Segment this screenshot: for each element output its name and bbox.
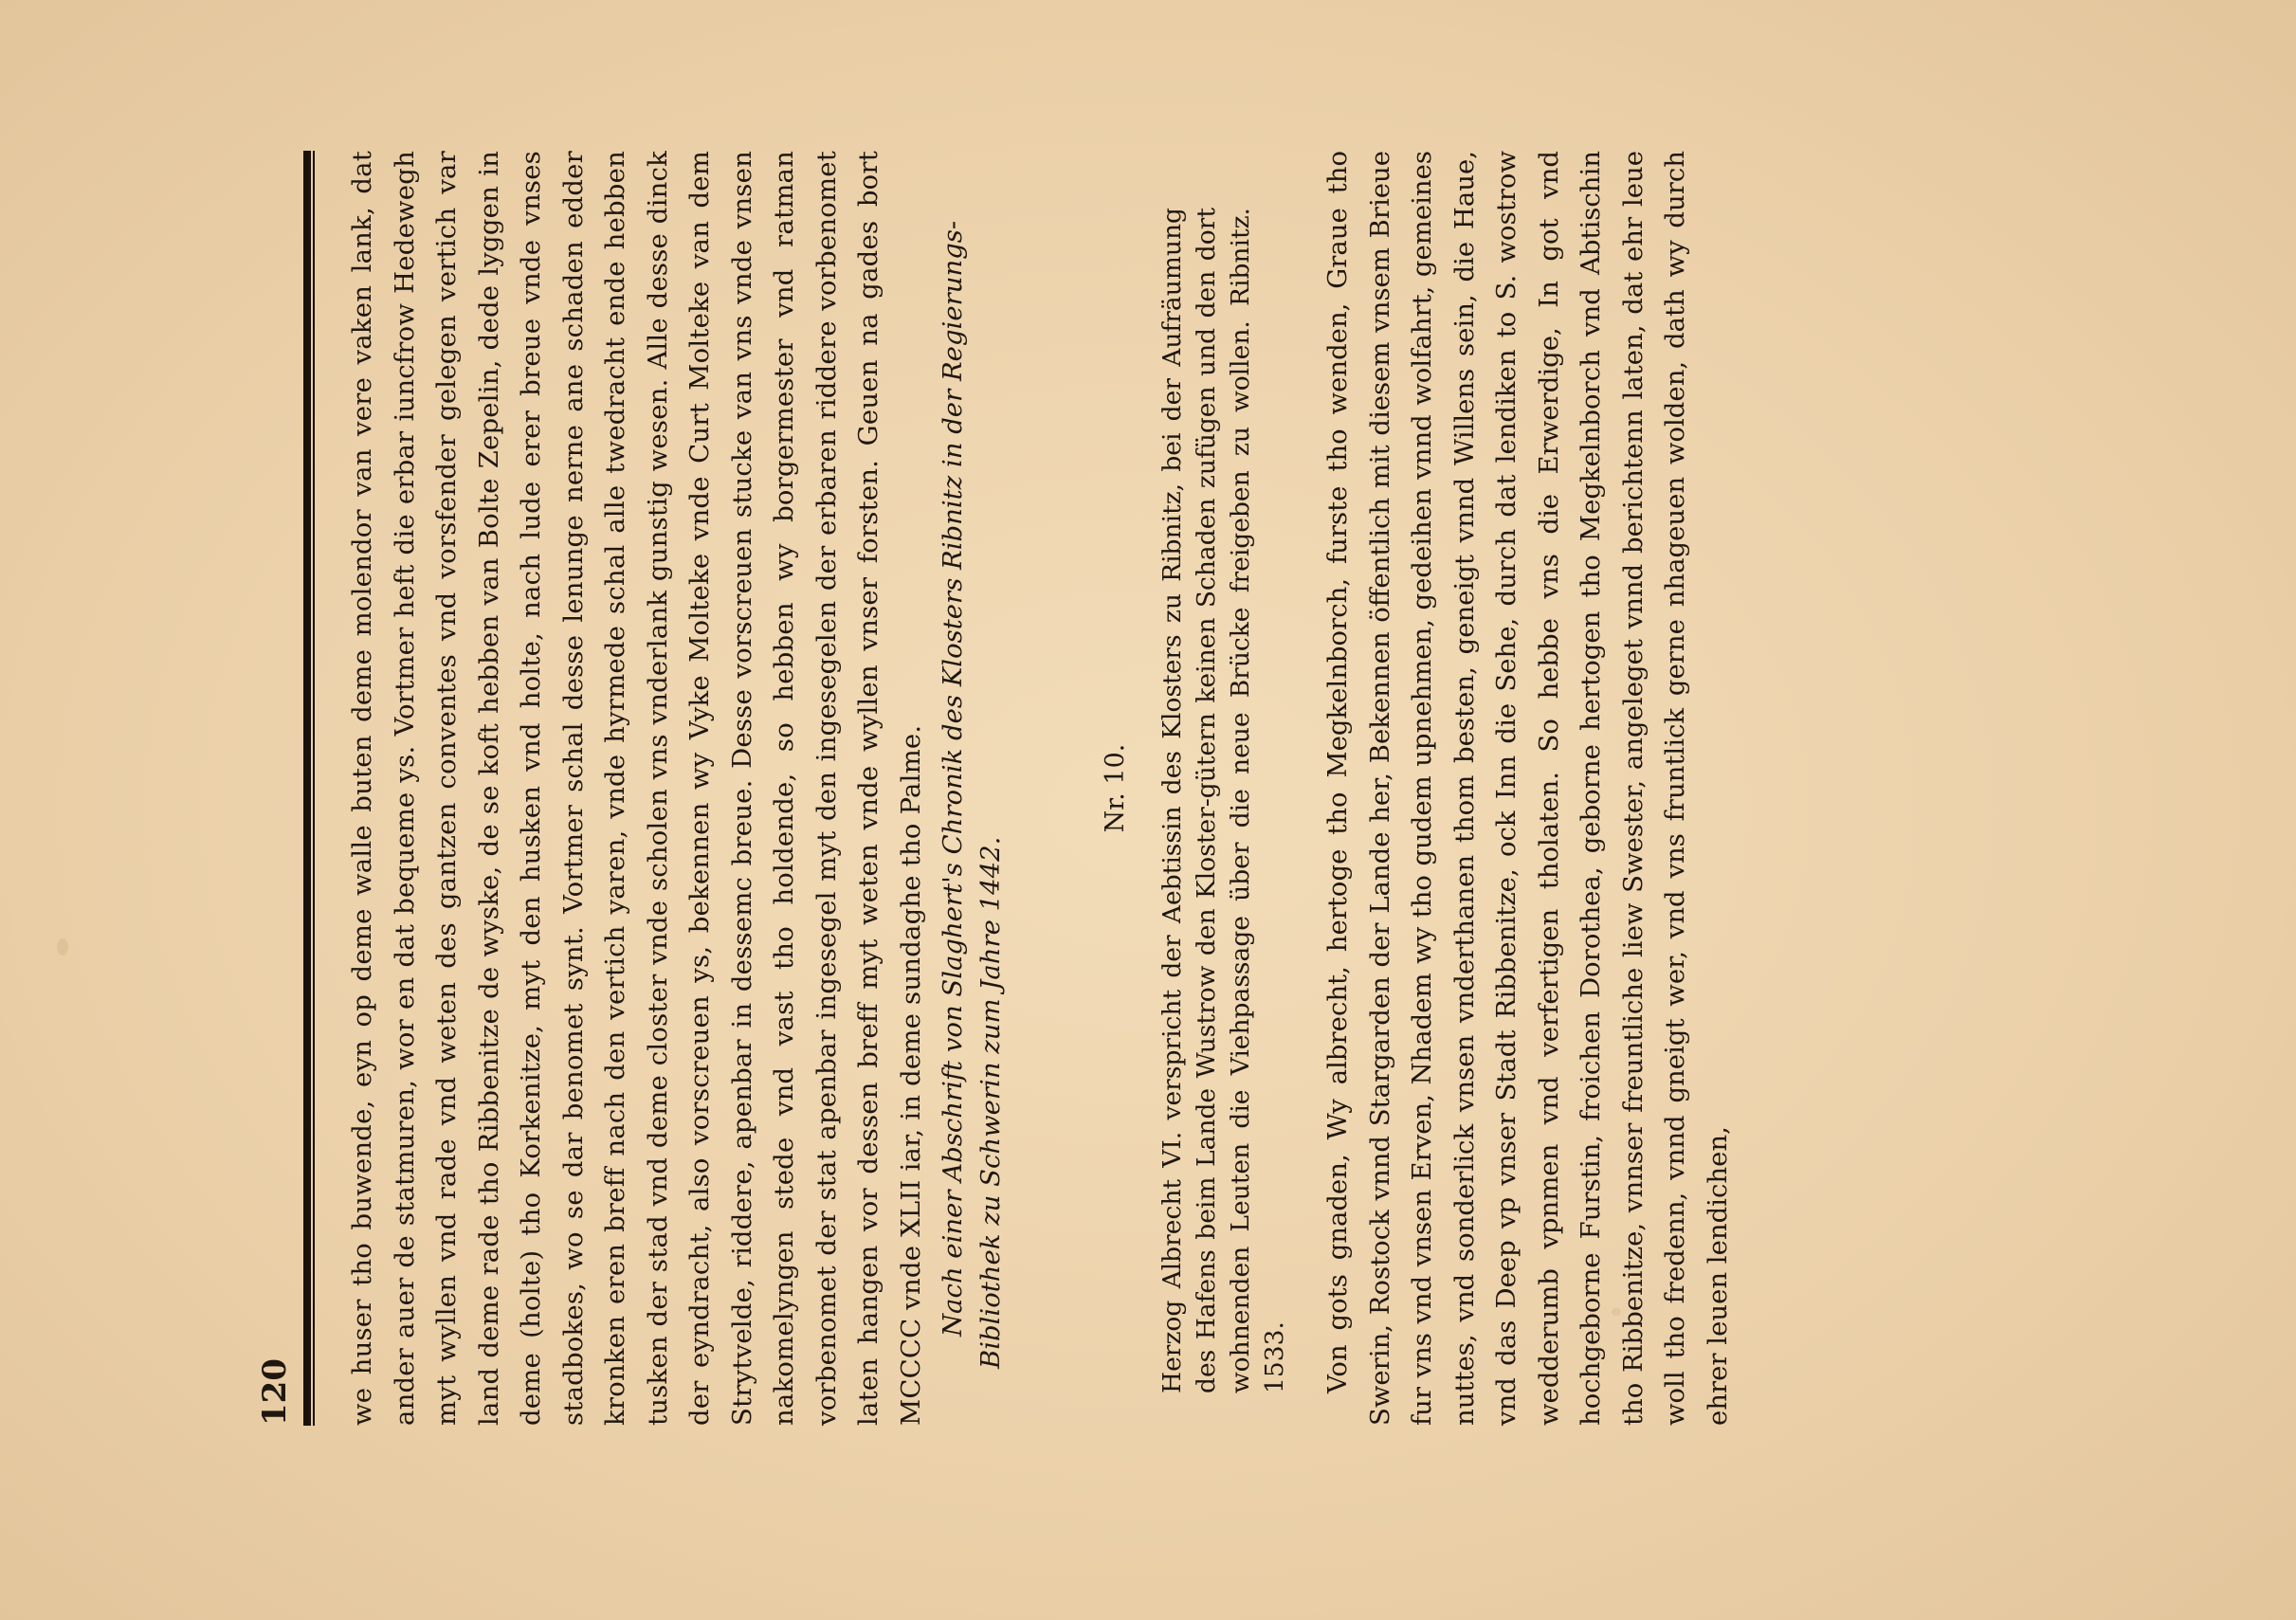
page-number: 120: [256, 1358, 294, 1426]
header-rule-thin: [313, 151, 315, 1426]
document-text: Von gots gnaden, Wy albrecht, hertoge tho Megkelnborch, furste tho wenden, Graue tho Swerin, Rostock vnnd Stargarden der Lande her, Bekennen öffentlich mit diesem vnsem Brieue fur vns vnd vnsen Erven, Nhadem wy tho gudem upnehmen, gedeihen vnnd wolfahrt, gemeines nuttes, vnd sonderlick vnsen vnderthanen thom besten, geneigt vnnd Willens sein, die Haue, vnd das Deep vp vnser Stadt Ribbenitze, ock Inn die Sehe, durch dat lendiken to S. wostrow wedderumb vpnmen vnd verfertigen tholaten. So hebbe vns die Erwerdige, In got vnd hochgeborne Furstin, froichen Dorothea, geborne hertogen tho Megkelnborch vnd Abtischin tho Ribbenitze, vnnser freuntliche liew Swester, angeleget vnnd berichtenn laten, dat ehr leue woll tho fredenn, vnnd gneigt wer, vnd vns fruntlick gerne nhageuen wolden, dath wy durch ehrer leuen lendichen,: [1322, 151, 1733, 1426]
header-rule-thick: [303, 151, 311, 1426]
continued-charter-text: [341, 151, 932, 1426]
page-body: [256, 151, 1765, 1426]
document-number: Nr. 10.: [1101, 743, 1130, 833]
page-header: [256, 151, 313, 1426]
source-note: Nach einer Abschrift von Slaghert's Chronik des Klosters Ribnitz in der Regierungs-Bibliothek zu Schwerin zum Jahre 1442.: [938, 220, 1006, 1369]
paragraph: we huser tho buwende, eyn op deme walle buten deme molendor van vere vaken lank, dat ander auer de statmuren, wor en dat bequeme ys. Vortmer heft die erbar iuncfrow Hedewegh myt wyllen vnd rade vnd weten des gantzen conventes vnd vorsfender gelegen vertich var land deme rade tho Ribbenitze de wyske, de se koft hebben van Bolte Zepelin, dede lyggen in deme (holte) tho Korkenitze, myt den husken vnd holte, nach lude erer breue vnde vnses stadbokes, wo se dar benomet synt. Vortmer schal desse lenunge nerne ane schaden edder kronken eren breff nach den vertich yaren, vnde hyrmede schal alle twedracht ende hebben tusken der stad vnd deme closter vnde scholen vns vnderlank gunstig wesen. Alle desse dinck der eyndracht, also vorscreuen ys, bekennen wy Vyke Molteke vnde Curt Molteke van dem Strytvelde, riddere, apenbar in dessemc breue. Desse vorscreuen stucke van vns vnde vnsen nakomelyngen stede vnd vast tho holdende, so hebben wy borgermester vnd ratman vorbenomet der stat apenbar ingesegel myt den ingesegelen der erbaren riddere vorbenomet laten hangen vor dessen breff myt weten vnde wyllen vnser forsten. Geuen na gades bort MCCCC vnde XLII iar, in deme sundaghe tho Palme.: [347, 151, 926, 1426]
document-summary: Herzog Albrecht VI. verspricht der Aebtissin des Klosters zu Ribnitz, bei der Aufräumung des Hafens beim Lande Wustrow den Kloster-gütern keinen Schaden zufügen und den dort wohnenden Leuten die Viehpassage über die neue Brücke freigeben zu wollen. Ribnitz. 1533.: [1157, 208, 1289, 1393]
